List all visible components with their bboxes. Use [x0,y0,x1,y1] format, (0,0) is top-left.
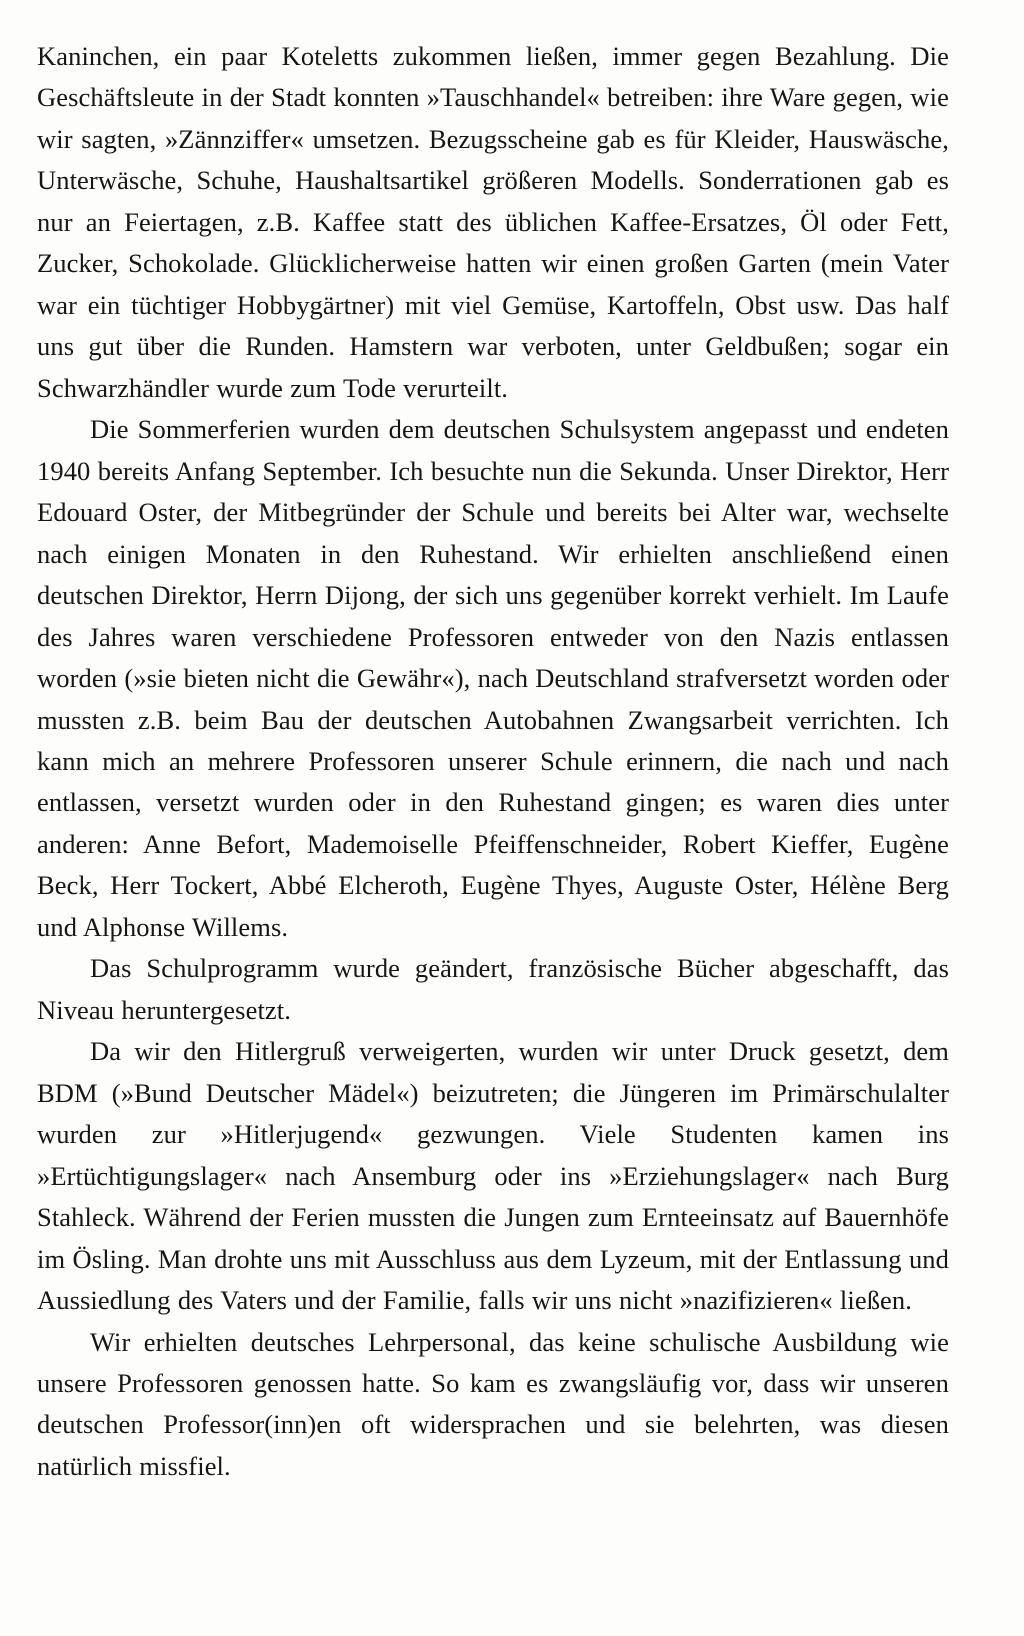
paragraph: Kaninchen, ein paar Koteletts zukommen ließen, immer gegen Bezahlung. Die Geschäftsleute in der Stadt konnten »Tauschhandel« betreiben: ihre Ware gegen, wie wir sagten, »Zännziffer« umsetzen. Bezugsscheine gab es für Kleider, Hauswäsche, Unterwäsche, Schuhe, Haushaltsartikel größeren Modells. Sonderrationen gab es nur an Feiertagen, z.B. Kaffee statt des üblichen Kaffee-Ersatzes, Öl oder Fett, Zucker, Schokolade. Glücklicherweise hatten wir einen großen Garten (mein Vater war ein tüchtiger Hobbygärtner) mit viel Gemüse, Kartoffeln, Obst usw. Das half uns gut über die Runden. Hamstern war verboten, unter Geldbußen; sogar ein Schwarzhändler wurde zum Tode verurteilt. [37,41,949,403]
paragraph: Da wir den Hitlergruß verweigerten, wurden wir unter Druck gesetzt, dem BDM (»Bund Deutscher Mädel«) beizutreten; die Jüngeren im Primärschulalter wurden zur »Hitlerjugend« gezwungen. Viele Studenten kamen ins »Ertüchtigungslager« nach Ansemburg oder ins »Erziehungslager« nach Burg Stahleck. Während der Ferien mussten die Jungen zum Ernteeinsatz auf Bauernhöfe im Ösling. Man drohte uns mit Ausschluss aus dem Lyzeum, mit der Entlassung und Aussiedlung des Vaters und der Familie, falls wir uns nicht »nazifizieren« ließen. [37,1036,949,1316]
paragraph: Das Schulprogramm wurde geändert, französische Bücher abgeschafft, das Niveau heruntergesetzt. [37,953,949,1025]
paragraph: Die Sommerferien wurden dem deutschen Schulsystem angepasst und endeten 1940 bereits Anfang September. Ich besuchte nun die Sekunda. Unser Direktor, Herr Edouard Oster, der Mitbegründer der Schule und bereits bei Alter war, wechselte nach einigen Monaten in den Ruhestand. Wir erhielten anschließend einen deutschen Direktor, Herrn Dijong, der sich uns gegenüber korrekt verhielt. Im Laufe des Jahres waren verschiedene Professoren entweder von den Nazis entlassen worden (»sie bieten nicht die Gewähr«), nach Deutschland strafversetzt worden oder mussten z.B. beim Bau der deutschen Autobahnen Zwangsarbeit verrichten. Ich kann mich an mehrere Professoren unserer Schule erinnern, die nach und nach entlassen, versetzt wurden oder in den Ruhestand gingen; es waren dies unter anderen: Anne Befort, Mademoiselle Pfeiffenschneider, Robert Kieffer, Eugène Beck, Herr Tockert, Abbé Elcheroth, Eugène Thyes, Auguste Oster, Hélène Berg und Alphonse Willems. [37,414,949,942]
paragraph: Wir erhielten deutsches Lehrpersonal, das keine schulische Ausbildung wie unsere Professoren genossen hatte. So kam es zwangsläufig vor, dass wir unseren deutschen Professor(inn)en oft widersprachen und sie belehrten, was diesen natürlich missfiel. [37,1326,949,1481]
body-text [37,36,949,1487]
text-column [37,36,949,1487]
